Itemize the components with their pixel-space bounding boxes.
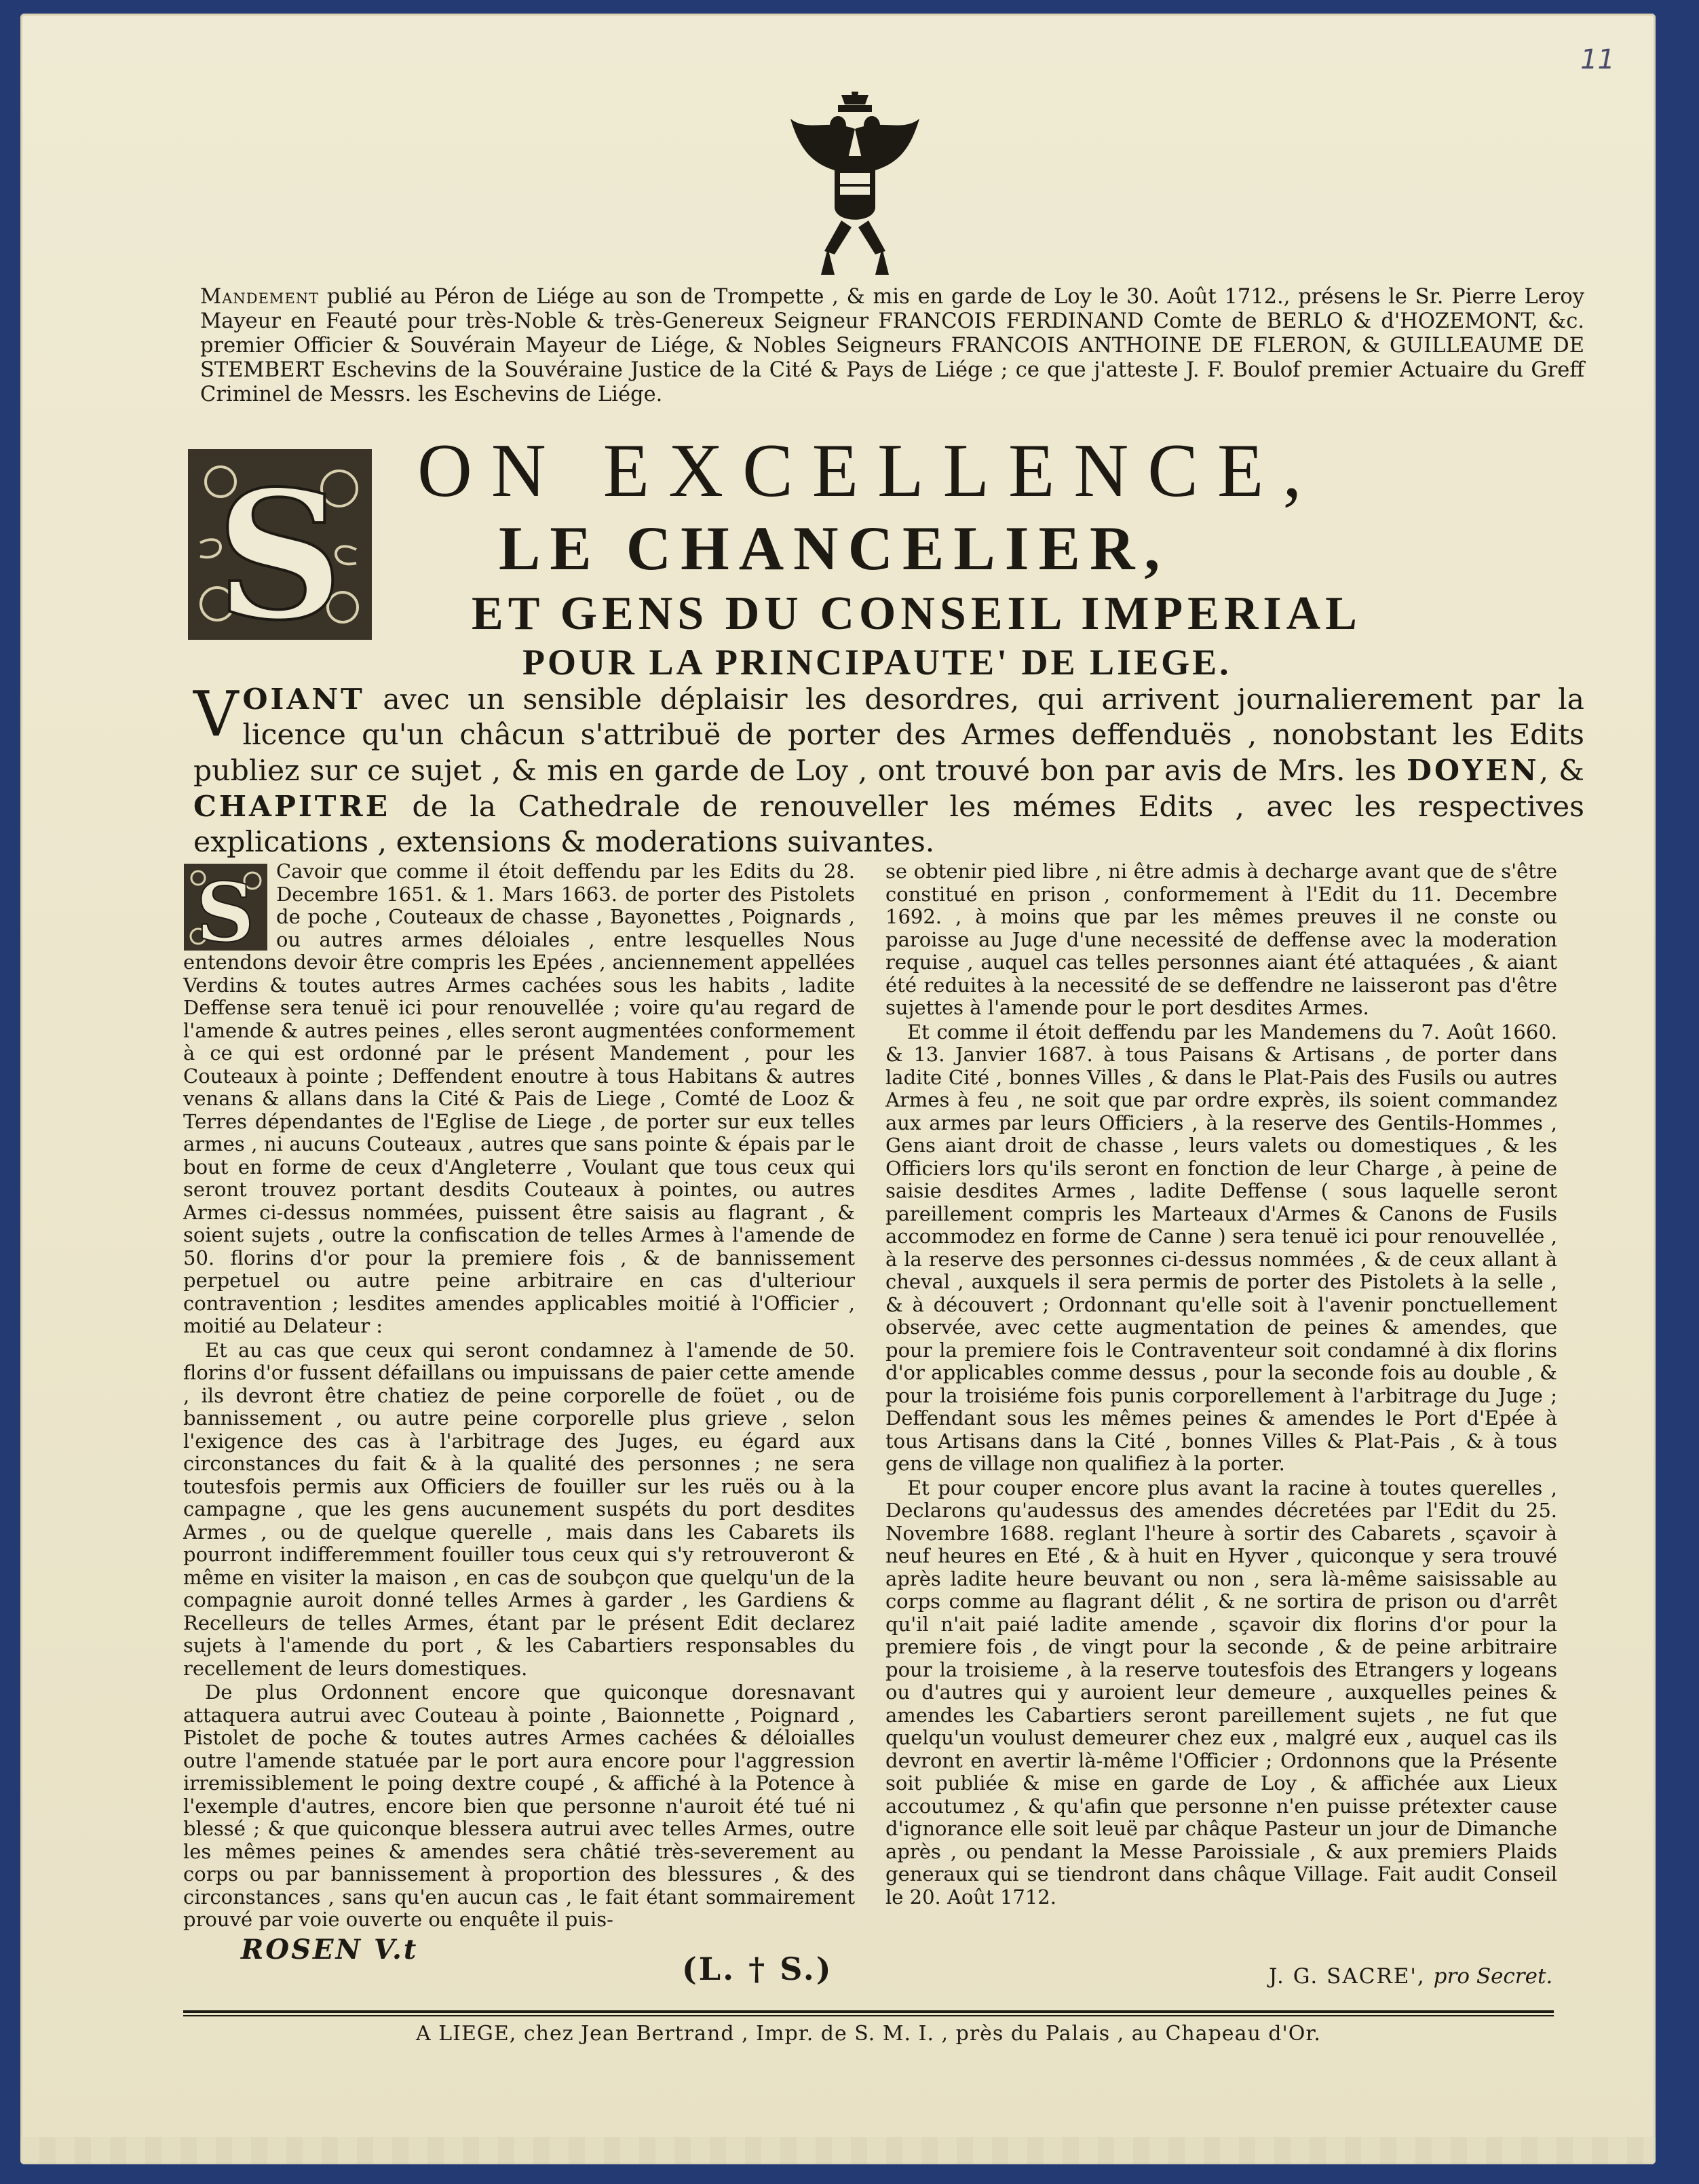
mandement-preamble xyxy=(200,285,1584,407)
voiant-paragraph xyxy=(193,678,1585,860)
mandement-lead: Mandement xyxy=(200,285,320,309)
folio-number: 11 xyxy=(1580,44,1615,75)
mandement-text: publié au Péron de Liége au son de Trompette , & mis en garde de Loy le 30. Août 1712., présens le Sr. Pierre Leroy Mayeur en Feauté pour très-Noble & très-Genereux Seigneur FRANCOIS FERDINAND Comte de BERLO & d'HOZEMONT, &c. premier Officier & Souvérain Mayeur de Liége, & Nobles Seigneurs FRANCOIS ANTHOINE DE FLERON, & GUILLEAUME DE STEMBERT Eschevins de la Souvéraine Justice de la Cité & Pays de Liége ; ce que j'atteste J. F. Boulof premier Actuaire du Greff Criminel de Messrs. les Eschevins de Liége. xyxy=(200,285,1584,406)
decorated-initial-s-small-icon xyxy=(183,863,268,951)
chapitre-word: CHAPITRE xyxy=(193,790,391,824)
svg-text:S: S xyxy=(195,865,255,951)
left-paragraph-1: Cavoir que comme il étoit deffendu par les Edits du 28. Decembre 1651. & 1. Mars 1663. de porter des Pistolets de poche , Couteaux de chasse , Bayonettes , Poignards , ou autres armes déloiales , entre lesquelles Nous entendons devoir être compris les Epées , anciennement appellées Verdins & toutes autres Armes cachées sous les habits , ladite Deffense sera tenuë ici pour renouvellée ; voire qu'au regard de l'amende & autres peines , elles seront augmentées conformement à ce qui est ordonné par le présent Mandement , pour les Couteaux à pointe ; Deffendent enoutre à tous Habitans & autres venans & allans dans la Cité & Pais de Liege , Comté de Looz & Terres dépendantes de l'Eglise de Liege , de porter sur eux telles armes , ni aucuns Couteaux , autres que sans pointe & épais par le bout en forme de ceux d'Angleterre , Voulant que tous ceux qui seront trouvez portant desdits Couteaux à pointes, ou autres Armes ci-dessus nommées, puissent être saisis au flagrant , & soient sujets , outre la confiscation de telles Armes à l'amende de 50. florins d'or pour la premiere fois , & de bannissement perpetuel ou autre peine arbitraire en cas d'ulteriour contravention ; lesdites amendes applicables moitié à l'Officier , moitié au Delateur : xyxy=(183,860,855,1337)
placard-sheet xyxy=(20,14,1656,2164)
right-paragraph-1: se obtenir pied libre , ni être admis à decharge avant que de s'être constitué en prison , conformement à l'Edit du 11. Decembre 1692. , à moins que par les mêmes preuves il ne conste ou paroisse au Juge d'une necessité de deffense avec la moderation requise , auquel cas telles personnes aiant été attaquées , & aiant été reduites à la necessité de se deffendre ne laisseront pas d'être sujettes à l'amende pour le port desdites Armes. xyxy=(885,860,1557,1019)
footer-rule xyxy=(183,2010,1554,2013)
decorated-initial-s-icon xyxy=(187,448,373,641)
signature-sacre xyxy=(1269,1964,1552,1989)
svg-text:S: S xyxy=(216,453,343,641)
voiant-word: OIANT xyxy=(242,683,365,716)
right-column xyxy=(885,860,1557,1910)
voiant-text-2: de la Cathedrale de renouveller les mémes Edits , avec les respectives explications , extensions & moderations suivantes. xyxy=(193,790,1584,859)
doyen-word: DOYEN xyxy=(1407,754,1540,788)
printer-imprint: A LIEGE, chez Jean Bertrand , Impr. de S. M. I. , près du Palais , au Chapeau d'Or. xyxy=(416,2022,1321,2046)
left-column xyxy=(183,860,855,1933)
footer-rule-thin xyxy=(183,2015,1554,2016)
left-paragraph-3: De plus Ordonnent encore que quiconque doresnavant attaquera autrui avec Couteau à pointe , Baionnette , Poignard , Pistolet de poche & toutes autres Armes cachées & déloialles outre l'amende statuée par le port aura encore pour l'aggression irremissiblement le poing dextre coupé , & affiché à la Potence à l'exemple d'autres, encore bien que personne n'auroit été tué ni blessé ; & que quiconque blessera autrui avec telles Armes, outre les mêmes peines & amendes sera châtié très-severement au corps ou par bannissement à proportion des blessures , & des circonstances , sans qu'en aucun cas , le fait étant sommairement prouvé par voie ouverte ou enquête il puis- xyxy=(183,1681,855,1931)
title-line-4: POUR LA PRINCIPAUTE' DE LIEGE. xyxy=(522,642,1232,683)
right-paragraph-3: Et pour couper encore plus avant la racine à toutes querelles , Declarons qu'audessus des amendes décretées par l'Edit du 25. Novembre 1688. reglant l'heure à sortir des Cabarets , sçavoir à neuf heures en Eté , & à huit en Hyver , quiconque y sera trouvé après ladite heure beuvant ou non , sera là-même saisissable au corps comme au flagrant délit , & ne sortira de prison ou d'arrêt qu'il n'ait paié ladite amende , sçavoir dix florins d'or pour la premiere fois , de vingt pour la seconde , & de peine arbitraire pour la troisieme , à la reserve toutesfois des Etrangers y logeans ou d'autres qui y auroient leur demeure , auxquelles peines & amendes les Cabartiers seront pareillement sujets , ne fut que quelqu'un voulust demeurer chez eux , malgré eux , auquel cas ils devront en avertir là-même l'Officier ; Ordonnons que la Présente soit publiée & mise en garde de Loy , & affichée aux Lieux accoutumez , & qu'afin que personne n'en puisse prétexter cause d'ignorance elle soit leuë par châque Pasteur un jour de Dimanche après , ou pendant la Messe Paroissiale , & aux premiers Plaids generaux qui se tiendront dans châque Village. Fait audit Conseil le 20. Août 1712. xyxy=(885,1476,1557,1909)
left-paragraph-2: Et au cas que ceux qui seront condamnez à l'amende de 50. florins d'or fussent défaillans ou impuissans de paier cette amende , ils devront être chatiez de peine corporelle de foüet , ou de bannissement , ou autre peine corporelle plus grieve , selon l'exigence des cas à l'arbitrage des Juges, eu égard aux circonstances du fait & à la qualité des personnes ; ne sera toutesfois permis aux Officiers de fouiller sur les ruës ou à la campagne , que les gens aucunement suspéts du port desdites Armes , ou de quelque querelle , mais dans les Cabarets ils pourront indifferemment fouiller tous ceux qui s'y retrouveront & même en visiter la maison , en cas de soubçon que quelqu'un de la compagnie auroit donné telles Armes à garder , les Gardiens & Recelleurs de telles Armes, étant par le présent Edit declarez sujets à l'amende du port , & les Cabartiers responsables du recellement de leurs domestiques. xyxy=(183,1338,855,1680)
right-paragraph-2: Et comme il étoit deffendu par les Mandemens du 7. Août 1660. & 13. Janvier 1687. à tous Paisans & Artisans , de porter dans ladite Cité , bonnes Villes , & dans le Plat-Pais des Fusils ou autres Armes à feu , ne soit que par ordre exprès, ils soient commandez aux armes par leurs Officiers , à la reserve des Gentils-Hommes , Gens aiant droit de chasse , leurs valets ou domestiques , & les Officiers lors qu'ils seront en fonction de leur Charge , à peine de saisie desdites Armes , ladite Deffense ( sous laquelle seront pareillement compris les Marteaux d'Armes & Canons de Fusils accommodez en forme de Canne ) sera tenuë ici pour renouvellée , à la reserve des personnes ci-dessus nommées , & de ceux allant à cheval , auxquels il sera permis de porter des Pistolets à la selle , & à découvert ; Ordonnant qu'elle soit à l'avenir ponctuellement observée, avec cette augmentation de peines & amendes, que pour la premiere fois le Contraventeur soit condamné à dix florins d'or applicables comme dessus , pour la seconde fois au double , & pour la troisiéme fois punis corporellement à l'arbitrage du Juge ; Deffendant sous les mêmes peines & amendes le Port d'Epée à tous Artisans dans la Cité , bonnes Villes & Plat-Pais , & à tous gens de village non qualifiez à la porter. xyxy=(885,1020,1557,1475)
title-line-2: LE CHANCELIER, xyxy=(499,514,1170,583)
signature-rosen: ROSEN V.t xyxy=(241,1934,419,1966)
title-line-1: ON EXCELLENCE, xyxy=(417,429,1321,513)
sacre-name: J. G. SACRE', xyxy=(1269,1964,1426,1989)
imperial-eagle-arms-icon xyxy=(787,92,923,278)
initial-v: V xyxy=(193,678,239,750)
voiant-amp: , & xyxy=(1539,754,1585,788)
sacre-title: pro Secret. xyxy=(1433,1964,1553,1989)
voiant-text-1: avec un sensible déplaisir les desordres, qui arrivent journalierement par la licence qu'un châcun s'attribuë de porter des Armes deffenduës , nonobstant les Edits publiez sur ce sujet , & mis en garde de Loy , ont trouvé bon par avis de Mrs. les xyxy=(193,683,1584,788)
torn-bottom-edge xyxy=(20,2137,1656,2164)
title-line-3: ET GENS DU CONSEIL IMPERIAL xyxy=(472,588,1362,640)
seal-mark: (L. † S.) xyxy=(682,1951,833,1987)
